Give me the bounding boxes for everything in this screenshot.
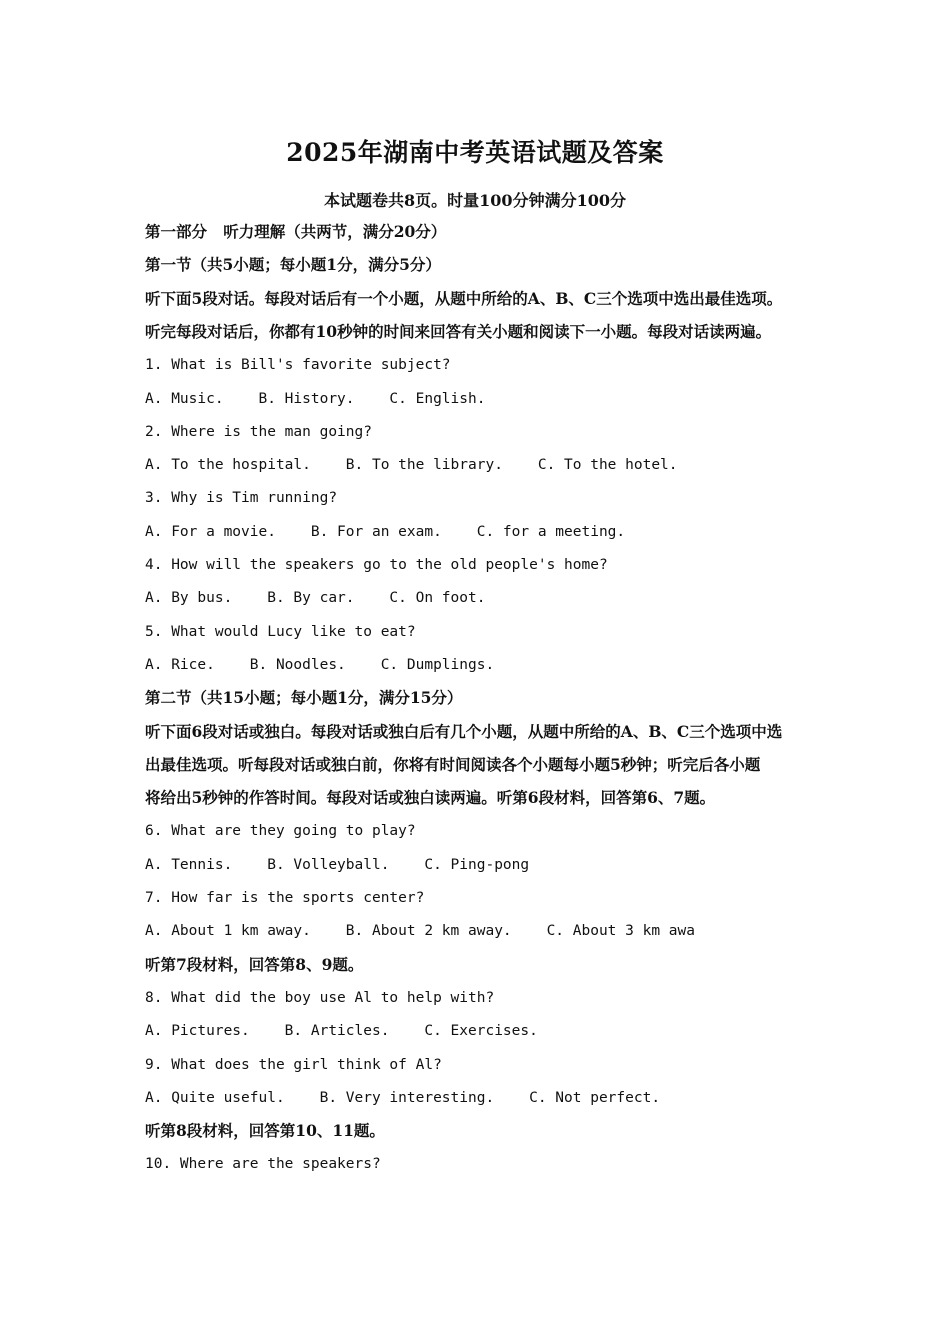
- question-text: A. Rice. B. Noodles. C. Dumplings.: [145, 657, 495, 673]
- question-text: 8. What did the boy use Al to help with?: [145, 990, 495, 1006]
- question-text: A. Pictures. B. Articles. C. Exercises.: [145, 1023, 538, 1039]
- question-text: A. To the hospital. B. To the library. C. To the hotel.: [145, 457, 678, 473]
- instruction-text: 听完每段对话后，你都有10秒钟的时间来回答有关小题和阅读下一小题。每段对话读两遍。: [145, 322, 772, 341]
- question-text: A. Music. B. History. C. English.: [145, 391, 486, 407]
- instruction-text: 听下面6段对话或独白。每段对话或独白后有几个小题，从题中所给的A、B、C三个选项中选: [145, 722, 783, 741]
- question-text: A. For a movie. B. For an exam. C. for a meeting.: [145, 524, 626, 540]
- page-title: 2025年湖南中考英语试题及答案: [286, 138, 664, 167]
- instruction-text: 将给出5秒钟的作答时间。每段对话或独白读两遍。听第6段材料，回答第6、7题。: [145, 788, 716, 807]
- question-text: A. Tennis. B. Volleyball. C. Ping-pong: [145, 857, 530, 873]
- question-text: 4. How will the speakers go to the old people's home?: [145, 557, 608, 573]
- instruction-text: 听下面5段对话。每段对话后有一个小题，从题中所给的A、B、C三个选项中选出最佳选项。: [145, 289, 783, 308]
- question-text: A. By bus. B. By car. C. On foot.: [145, 590, 486, 606]
- instruction-text: 第二节（共15小题；每小题1分，满分15分）: [145, 688, 463, 707]
- instruction-text: 第一部分 听力理解（共两节，满分20分）: [145, 222, 447, 241]
- question-text: A. Quite useful. B. Very interesting. C. Not perfect.: [145, 1090, 661, 1106]
- instruction-text: 听第7段材料，回答第8、9题。: [145, 955, 364, 974]
- question-text: A. About 1 km away. B. About 2 km away. C. About 3 km awa: [145, 923, 695, 939]
- instruction-text: 第一节（共5小题；每小题1分，满分5分）: [145, 255, 441, 274]
- instruction-text: 出最佳选项。听每段对话或独白前，你将有时间阅读各个小题每小题5秒钟；听完后各小题: [145, 755, 761, 774]
- instruction-text: 听第8段材料，回答第10、11题。: [145, 1121, 385, 1140]
- question-text: 1. What is Bill's favorite subject?: [145, 357, 451, 373]
- question-text: 2. Where is the man going?: [145, 424, 372, 440]
- question-text: 3. Why is Tim running?: [145, 490, 338, 506]
- question-text: 10. Where are the speakers?: [145, 1156, 381, 1172]
- page-subtitle: 本试题卷共8页。时量100分钟满分100分: [324, 191, 626, 210]
- question-text: 7. How far is the sports center?: [145, 890, 425, 906]
- question-text: 6. What are they going to play?: [145, 823, 416, 839]
- question-text: 5. What would Lucy like to eat?: [145, 624, 416, 640]
- question-text: 9. What does the girl think of Al?: [145, 1057, 442, 1073]
